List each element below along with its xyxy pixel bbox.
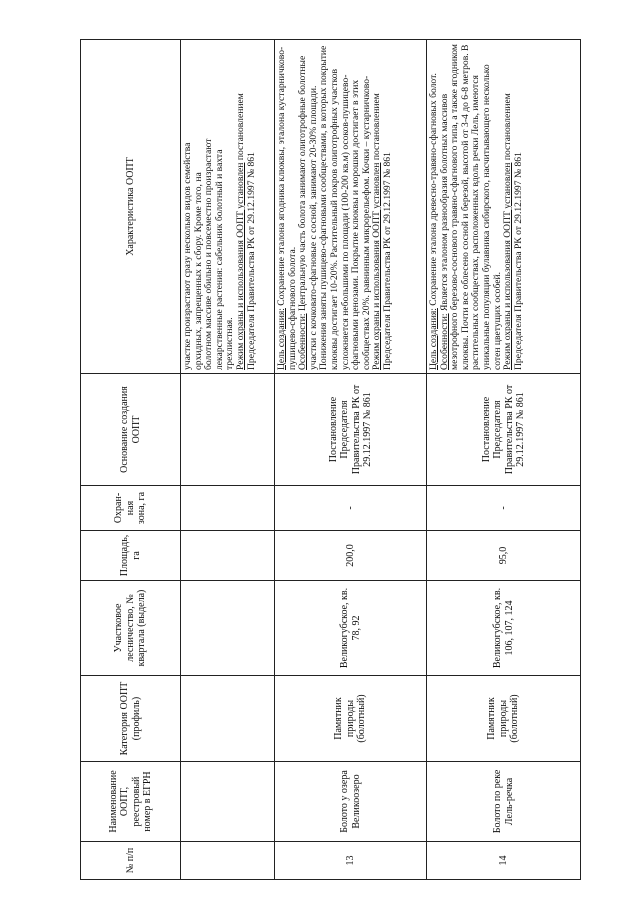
table-row <box>427 40 581 880</box>
cell-features <box>427 40 581 374</box>
regime-text: постановлением Председателя Правительства РК от 29.12.1997 № 861 <box>502 93 524 370</box>
features-text: Центральную часть болота занимают олиготрофные болотные участки с кочковато-сфагновые с сосной, занимают 20-30% площади. Понижения заняты пушицево-сфагновыми сообществами, в которых покрытие клюквы достигает 10-20%. Растительный покров олиготрофных участков усложняется небольшими по площади (100-200 кв.м) осоков-пушицево-сфагновыми ценозами. Покрытие клюквы и морошки достигает в этих сообществах 20%. равнинным микрорельефом. Кочки – кустарничково- <box>297 45 372 370</box>
cell-buffer: - <box>275 486 427 531</box>
cell-name: Болото по реке Лель-речка <box>427 762 581 842</box>
continuation-line: трехлистная. <box>224 317 236 370</box>
regime-label: Режим охраны и использования ООПТ установлен <box>502 162 514 370</box>
continuation-line: лекарственные растения: сабельник болотный и вахта <box>213 149 225 370</box>
regime-label: Режим охраны и использования ООПТ установлен <box>371 162 383 370</box>
continuation-line: участке произрастают сразу несколько видов семейства <box>182 142 193 370</box>
table-row-continuation <box>181 40 275 880</box>
features-block <box>440 43 504 370</box>
cell-category: Памятник природы (болотный) <box>427 676 581 762</box>
goal-text: Сохранение эталона древесно-травяно-сфагновых болот. <box>428 73 439 306</box>
regime-text: постановлением Председателя Правительства РК от 29.12.1997 № 861 <box>371 93 393 370</box>
table-row <box>275 40 427 880</box>
header-basis: Основание создания ООПТ <box>81 374 181 486</box>
continuation-line: орхидных, запрещенных к сбору. Кроме того, на <box>192 172 204 370</box>
table-header-row <box>81 40 181 880</box>
cell-name: Болото у озера Великоозеро <box>275 762 427 842</box>
header-features: Характеристика ООПТ <box>81 40 181 374</box>
cell-continuation-features <box>181 40 275 374</box>
header-category: Категория ООПТ (профиль) <box>81 676 181 762</box>
cell-empty <box>181 531 275 581</box>
cell-empty <box>181 676 275 762</box>
header-location: Участковое лесничество, № квартала (выдела) <box>81 581 181 676</box>
cell-basis: Постановление Председателя Правительства РК от 29.12.1997 № 861 <box>275 374 427 486</box>
cell-location: Великогубское, кв. 106, 107, 124 <box>427 581 581 676</box>
cell-area: 95,0 <box>427 531 581 581</box>
features-label: Особенности: <box>297 313 309 370</box>
cell-empty <box>181 581 275 676</box>
cell-num: 13 <box>275 842 427 880</box>
cell-location: Великогубское, кв. 78, 92 <box>275 581 427 676</box>
cell-empty <box>181 762 275 842</box>
header-name: Наименование ООПТ, реестровый номер в ЕГРН <box>81 762 181 842</box>
header-buffer: Охран-ная зона, га <box>81 486 181 531</box>
regime-text: постановлением Председателя Правительства РК от 29.12.1997 № 861 <box>234 93 257 370</box>
goal-label: Цель создания: <box>428 308 439 370</box>
cell-empty <box>181 486 275 531</box>
goal-text: Сохранение эталона ягодника клюквы, эталона кустарничково-пушицево-сфагнового болота. <box>276 46 298 370</box>
cell-category: Памятник природы (болотный) <box>275 676 427 762</box>
rotated-table-container <box>80 40 580 880</box>
goal-label: Цель создания: <box>276 308 287 370</box>
continuation-line: болотном массиве обильно и повсеместно произрастают <box>203 138 215 370</box>
cell-empty <box>181 842 275 880</box>
cell-area: 200,0 <box>275 531 427 581</box>
features-label: Особенности: <box>438 313 450 370</box>
protected-areas-table <box>80 39 581 880</box>
cell-num: 14 <box>427 842 581 880</box>
header-area: Площадь, га <box>81 531 181 581</box>
cell-features <box>275 40 427 374</box>
header-num: № п/п <box>81 842 181 880</box>
cell-empty <box>181 374 275 486</box>
features-text: Является эталоном разнообразия болотных массивов мезотрофного березово-соснового травяно-сфагнового типа, а также ягодником клюквы. Почти все облесено сосной и березой, высотой от 3-4 до 6-8 метров. В растительных сообществах, расположенных вдоль речки Лель, имеются уникальные популяции булавника сибирского, насчитывающего несколько сотен цветущих особей. <box>438 44 503 370</box>
cell-buffer: - <box>427 486 581 531</box>
regime-label: Режим охраны и использования ООПТ установлен <box>234 162 246 370</box>
cell-basis: Постановление Председателя Правительства РК от 29.12.1997 № 861 <box>427 374 581 486</box>
features-block <box>298 43 372 370</box>
